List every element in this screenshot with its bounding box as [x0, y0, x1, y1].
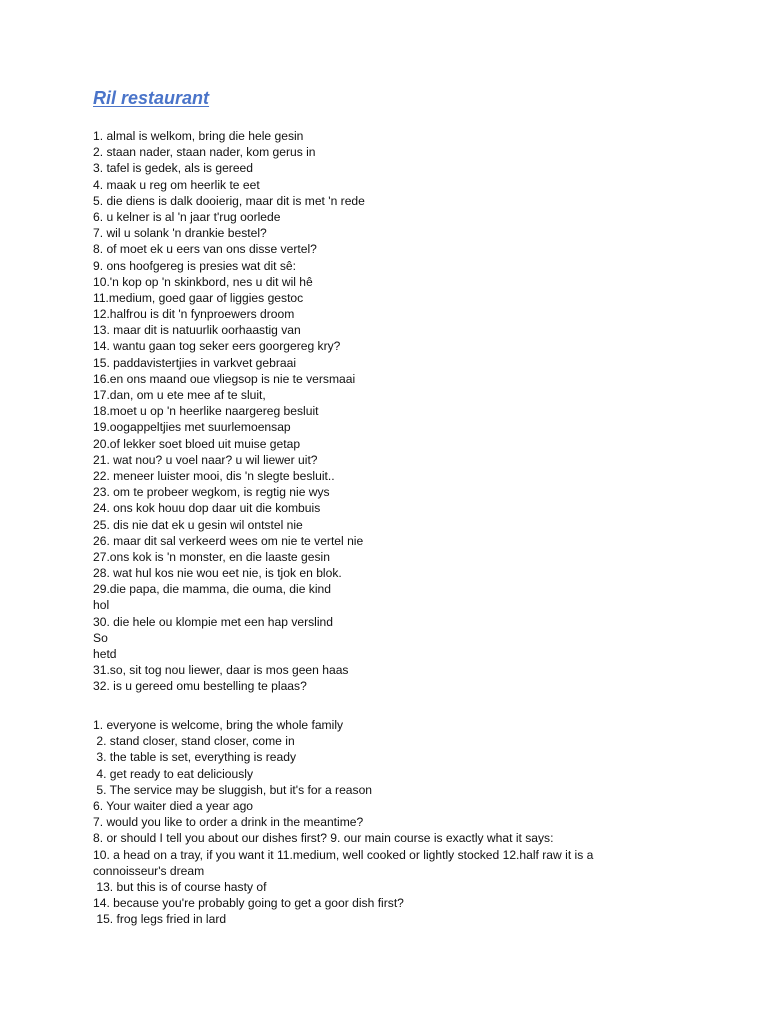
english-line: 4. get ready to eat deliciously [93, 766, 254, 781]
afrikaans-line: 12.halfrou is dit 'n fynproewers droom [93, 307, 295, 322]
english-line: 5. The service may be sluggish, but it's for a reason [93, 782, 373, 797]
afrikaans-line: 25. dis nie dat ek u gesin wil ontstel nie [93, 517, 303, 532]
afrikaans-line: So [93, 630, 108, 645]
afrikaans-line: 14. wantu gaan tog seker eers goorgereg kry? [93, 339, 341, 354]
afrikaans-line: 7. wil u solank 'n drankie bestel? [93, 226, 267, 241]
afrikaans-line: hol [93, 598, 110, 613]
english-translation-block [93, 717, 653, 927]
afrikaans-line: 24. ons kok houu dop daar uit die kombuis [93, 501, 321, 516]
afrikaans-line: 4. maak u reg om heerlik te eet [93, 177, 260, 192]
afrikaans-line: 10.'n kop op 'n skinkbord, nes u dit wil hê [93, 274, 313, 289]
afrikaans-line: 3. tafel is gedek, als is gereed [93, 161, 254, 176]
afrikaans-line: 16.en ons maand oue vliegsop is nie te versmaai [93, 371, 356, 386]
afrikaans-line: 8. of moet ek u eers van ons disse vertel? [93, 242, 317, 257]
document-title: Ril restaurant [93, 88, 210, 108]
afrikaans-line: 23. om te probeer wegkom, is regtig nie wys [93, 485, 330, 500]
english-line: 15. frog legs fried in lard [93, 912, 227, 927]
english-line: 8. or should I tell you about our dishes first? 9. our main course is exactly what it says: [93, 831, 554, 846]
afrikaans-line: 22. meneer luister mooi, dis 'n slegte besluit.. [93, 468, 335, 483]
afrikaans-line: 6. u kelner is al 'n jaar t'rug oorlede [93, 209, 281, 224]
english-line: 13. but this is of course hasty of [93, 879, 267, 894]
afrikaans-line: hetd [93, 647, 117, 661]
afrikaans-line: 18.moet u op 'n heerlike naargereg besluit [93, 404, 319, 419]
afrikaans-line: 17.dan, om u ete mee af te sluit, [93, 388, 266, 402]
afrikaans-line: 20.of lekker soet bloed uit muise getap [93, 436, 301, 451]
afrikaans-line: 31.so, sit tog nou liewer, daar is mos geen haas [93, 663, 349, 678]
english-line: 1. everyone is welcome, bring the whole family [93, 718, 344, 732]
afrikaans-line: 26. maar dit sal verkeerd wees om nie te vertel nie [93, 533, 364, 548]
afrikaans-line: 30. die hele ou klompie met een hap verslind [93, 614, 334, 629]
afrikaans-line: 21. wat nou? u voel naar? u wil liewer uit? [93, 452, 318, 467]
afrikaans-line: 2. staan nader, staan nader, kom gerus in [93, 145, 316, 160]
english-line: 2. stand closer, stand closer, come in [93, 734, 295, 749]
english-line: 14. because you're probably going to get a goor dish first? [93, 896, 404, 911]
afrikaans-lyrics-block [93, 128, 653, 695]
afrikaans-line: 9. ons hoofgereg is presies wat dit sê: [93, 258, 297, 273]
afrikaans-line: 27.ons kok is 'n monster, en die laaste gesin [93, 549, 330, 564]
afrikaans-line: 32. is u gereed omu bestelling te plaas? [93, 679, 307, 694]
afrikaans-line: 15. paddavistertjies in varkvet gebraai [93, 355, 297, 370]
afrikaans-line: 5. die diens is dalk dooierig, maar dit is met 'n rede [93, 193, 365, 208]
english-line: 7. would you like to order a drink in the meantime? [93, 815, 364, 830]
afrikaans-line: 11.medium, goed gaar of liggies gestoc [93, 290, 304, 305]
english-line: 3. the table is set, everything is ready [93, 750, 297, 765]
afrikaans-line: 19.oogappeltjies met suurlemoensap [93, 420, 291, 435]
afrikaans-line: 28. wat hul kos nie wou eet nie, is tjok en blok. [93, 566, 342, 581]
english-line: 6. Your waiter died a year ago [93, 798, 254, 813]
afrikaans-line: 29.die papa, die mamma, die ouma, die kind [93, 582, 331, 597]
afrikaans-line: 1. almal is welkom, bring die hele gesin [93, 129, 304, 143]
english-line: 10. a head on a tray, if you want it 11.medium, well cooked or lightly stocked 12.half raw it is a connoisseur's dream [93, 847, 594, 878]
afrikaans-line: 13. maar dit is natuurlik oorhaastig van [93, 323, 301, 338]
